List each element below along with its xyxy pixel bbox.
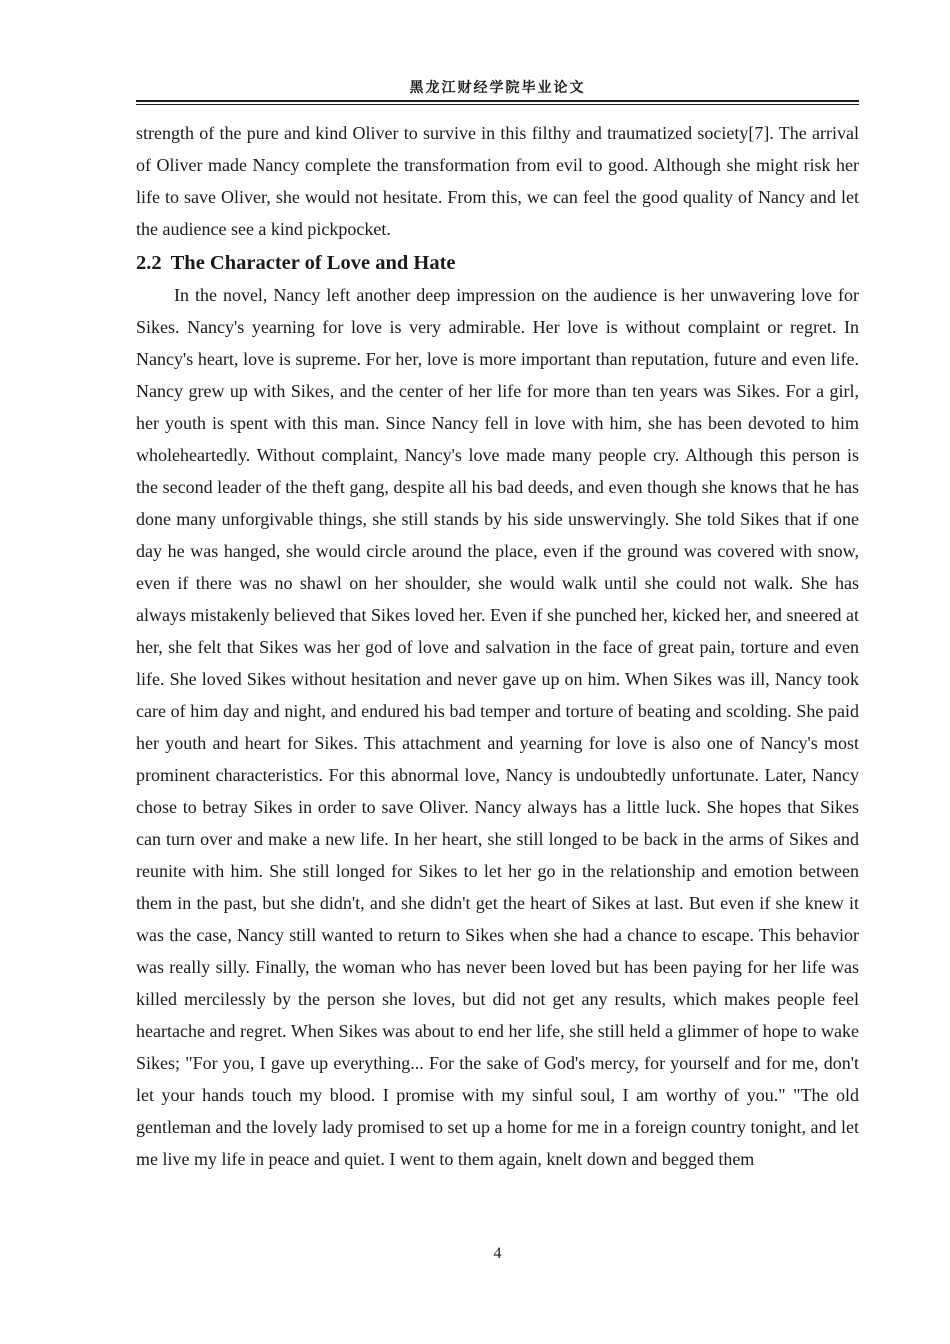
section-title: The Character of Love and Hate [170,252,456,274]
section-number: 2.2 [136,252,162,274]
header-rule-thin [136,104,859,105]
page-number: 4 [493,1245,502,1262]
running-header: 黑龙江财经学院毕业论文 [409,80,586,96]
section-heading [136,245,859,279]
body-paragraph: In the novel, Nancy left another deep impression on the audience is her unwavering love for Sikes. Nancy's yearning for love is very admirable. Her love is without complaint or regret. In Nancy's heart, love is supreme. For her, love is more important than reputation, future and even life. Nancy grew up with Sikes, and the center of her life for more than ten years was Sikes. For a girl, her youth is spent with this man. Since Nancy fell in love with him, she has been devoted to him wholeheartedly. Without complaint, Nancy's love made many people cry. Although this person is the second leader of the theft gang, despite all his bad deeds, and even though she knows that he has done many unforgivable things, she still stands by his side unswervingly. She told Sikes that if one day he was hanged, she would circle around the place, even if the ground was covered with snow, even if there was no shawl on her shoulder, she would walk until she could not walk. She has always mistakenly believed that Sikes loved her. Even if she punched her, kicked her, and sneered at her, she felt that Sikes was her god of love and salvation in the face of great pain, torture and even life. She loved Sikes without hesitation and never gave up on him. When Sikes was ill, Nancy took care of him day and night, and endured his bad temper and torture of beating and scolding. She paid her youth and heart for Sikes. This attachment and yearning for love is also one of Nancy's most prominent characteristics. For this abnormal love, Nancy is undoubtedly unfortunate. Later, Nancy chose to betray Sikes in order to save Oliver. Nancy always has a little luck. She hopes that Sikes can turn over and make a new life. In her heart, she still longed to be back in the arms of Sikes and reunite with him. She still longed for Sikes to let her go in the relationship and emotion between them in the past, but she didn't, and she didn't get the heart of Sikes at last. But even if she knew it was the case, Nancy still wanted to return to Sikes when she had a chance to escape. This behavior was really silly. Finally, the woman who has never been loved but has been paying for her life was killed mercilessly by the person she loves, but did not get any results, which makes people feel heartache and regret. When Sikes was about to end her life, she still held a glimmer of hope to wake Sikes; "For you, I gave up everything... For the sake of God's mercy, for yourself and for me, don't let your hands touch my blood. I promise with my sinful soul, I am worthy of you." "The old gentleman and the lovely lady promised to set up a home for me in a foreign country tonight, and let me live my life in peace and quiet. I went to them again, knelt down and begged them [136,285,859,1169]
header-rule-thick [136,100,859,102]
continued-paragraph: strength of the pure and kind Oliver to survive in this filthy and traumatized society[7]. The arrival of Oliver made Nancy complete the transformation from evil to good. Although she might risk her life to save Oliver, she would not hesitate. From this, we can feel the good quality of Nancy and let the audience see a kind pickpocket. [136,123,859,239]
page-body [136,117,859,1175]
